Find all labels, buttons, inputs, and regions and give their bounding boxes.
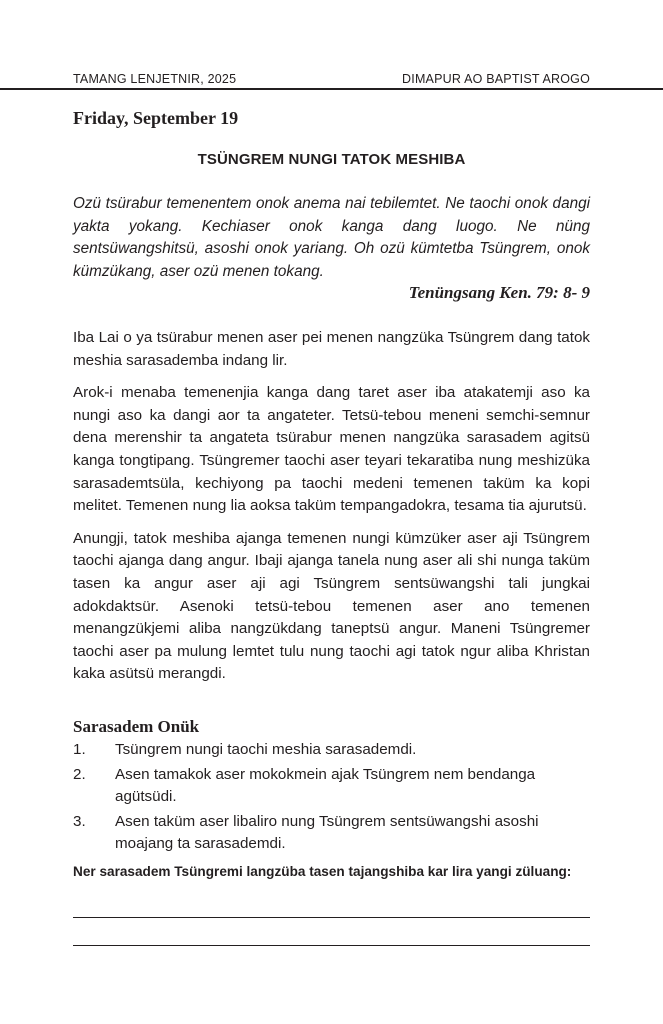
list-item-text: Tsüngrem nungi taochi meshia sarasademdi. <box>115 741 417 758</box>
running-header <box>73 66 590 86</box>
header-rule <box>0 88 663 90</box>
body-paragraph: Iba Lai o ya tsürabur menen aser pei menen nangzüka Tsüngrem dang tatok meshia sarasademba indang lir. <box>73 329 590 369</box>
page-date: Friday, September 19 <box>73 108 239 128</box>
list-item <box>73 764 590 809</box>
body-paragraph: Arok-i menaba temenenjia kanga dang taret aser iba atakatemji aso ka nungi aso ka dangi aor ta angateter. Tetsü-tebou meneni semchi-semnur dena merenshir ta angateta tsürabur menen nangzüka sarasadem agitsü kanga tongtipang. Tsüngremer taochi aser teyari tekaratiba nung meshizüka sarasademtsüla, kechiyong pa taochi medeni temenen taküm ka kopi melitet. Temenen nung lia aoksa taküm tempangadokra, tesama tia ajurutsü. <box>73 384 590 515</box>
list-item <box>73 811 590 856</box>
page-title: TSÜNGREM NUNGI TATOK MESHIBA <box>197 151 466 168</box>
section-heading: Sarasadem Onük <box>73 717 200 736</box>
reflection-points <box>73 739 590 858</box>
list-item-text: Asen taküm aser libaliro nung Tsüngrem sentsüwangshi asoshi moajang ta sarasademdi. <box>115 812 539 853</box>
list-item-number: 1. <box>73 741 86 758</box>
list-item-number: 2. <box>73 765 86 783</box>
answer-line[interactable] <box>73 917 590 918</box>
header-publisher: DIMAPUR AO BAPTIST AROGO <box>402 72 590 86</box>
list-item-number: 3. <box>73 812 86 830</box>
writing-prompt: Ner sarasadem Tsüngremi langzüba tasen tajangshiba kar lira yangi züluang: <box>73 864 572 879</box>
scripture-verse: Ozü tsürabur temenentem onok anema nai tebilemtet. Ne taochi onok dangi yakta yokang. Kechiaser onok kanga dang luogo. Ne nüng sentsüwangshitsü, asoshi onok yariang. Oh ozü kümtetba Tsüngrem, onok kümzükang, aser ozü menen tokang. <box>73 195 590 280</box>
answer-line[interactable] <box>73 945 590 946</box>
list-item-text: Asen tamakok aser mokokmein ajak Tsüngrem nem bendanga agütsüdi. <box>115 765 536 806</box>
devotional-body <box>73 327 590 696</box>
list-item <box>73 739 590 762</box>
scripture-reference: Tenüngsang Ken. 79: 8- 9 <box>408 283 590 302</box>
header-book-title: TAMANG LENJETNIR, 2025 <box>73 72 237 86</box>
body-paragraph: Anungji, tatok meshiba ajanga temenen nungi kümzüker aser aji Tsüngrem taochi ajanga dang angur. Ibaji ajanga tanela nung aser ali shi nunga taküm tasen ka angur aser aji agi Tsüngrem sentsüwangshi tali jungkai adokdaktsür. Asenoki tetsü-tebou temenen aser ano temenen menangzükjemi aliba nangzükdang taneptsü angur. Maneni Tsüngremer taochi aser pa mulung lemtet tulu nung taochi agi tatok ngur aliba Khristan kaka asütsü merangdi. <box>73 529 590 683</box>
